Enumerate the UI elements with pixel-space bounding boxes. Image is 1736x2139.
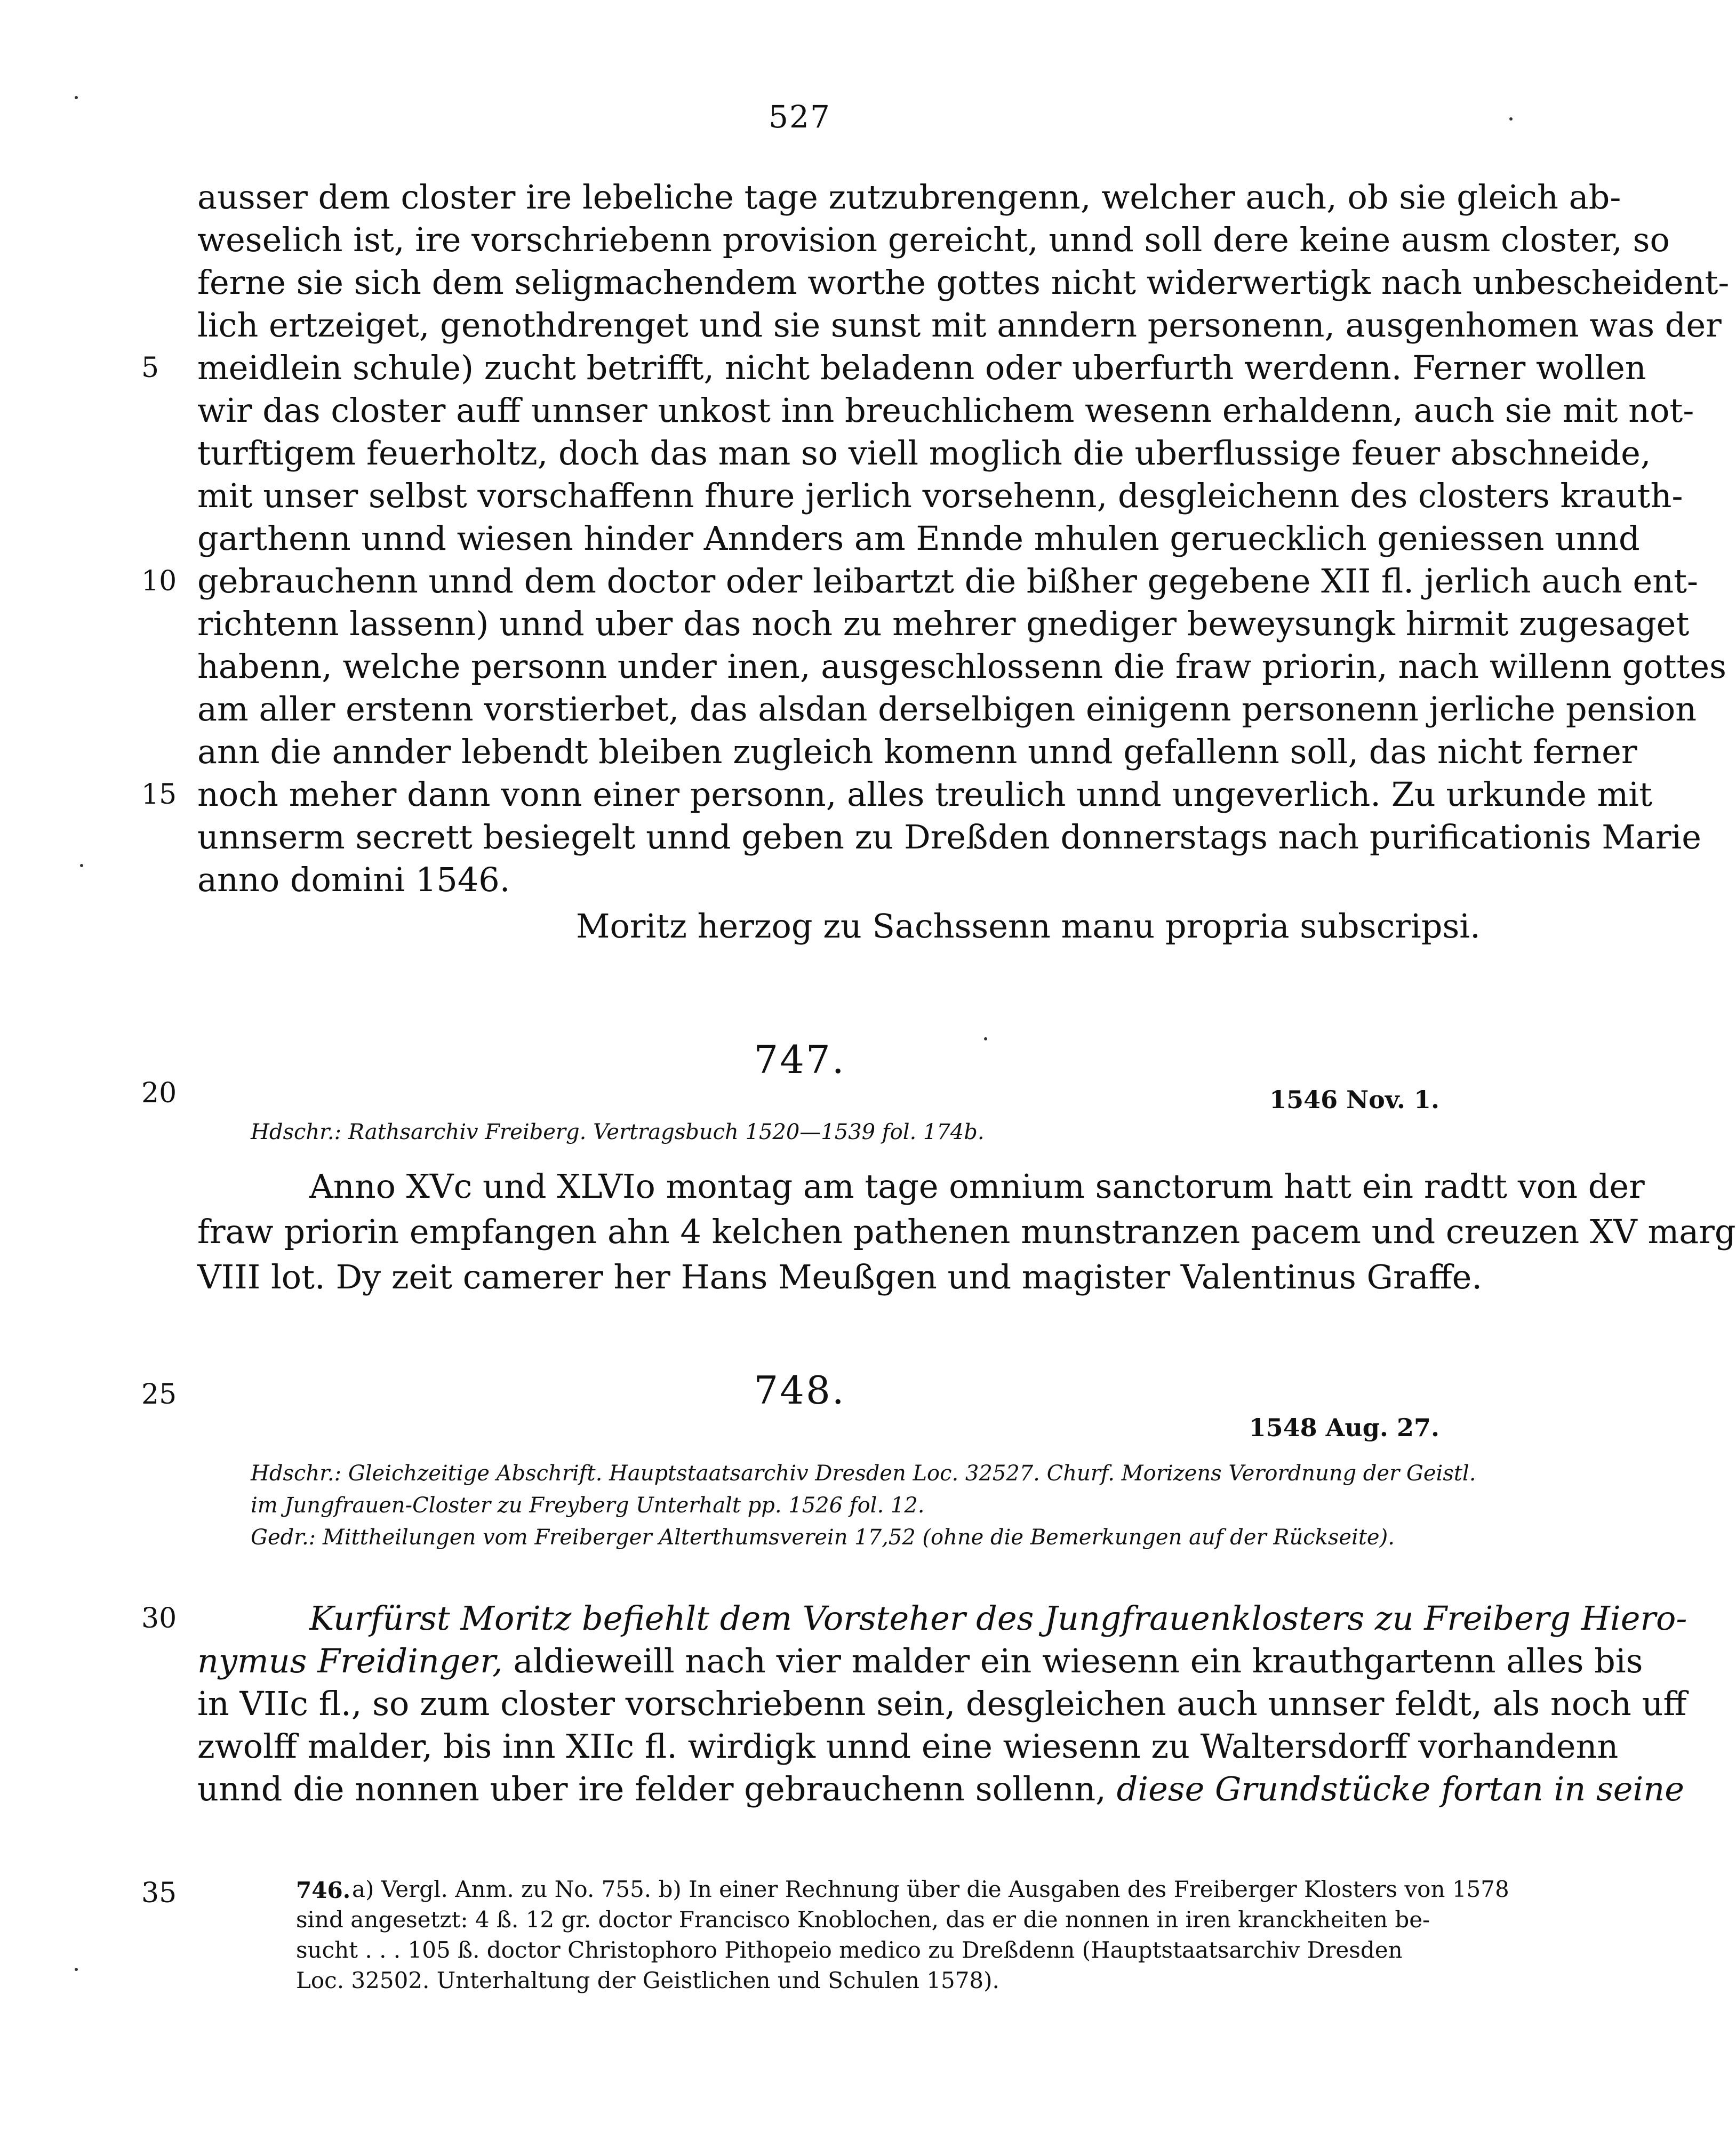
footnote-line: sind angesetzt: 4 ß. 12 gr. doctor Francisco Knoblochen, das er die nonnen in iren kranckheiten be- [296, 1906, 1430, 1933]
text-line: habenn, welche personn under inen, ausgeschlossenn die fraw priorin, nach willenn gottes [197, 647, 1726, 686]
text-line: lich ertzeiget, genothdrenget und sie sunst mit anndern personenn, ausgenhomen was der [197, 306, 1722, 345]
scan-speck [1509, 117, 1513, 121]
line-number: 25 [141, 1379, 177, 1411]
entry-date: 1548 Aug. 27. [1249, 1413, 1439, 1442]
text-line: garthenn unnd wiesen hinder Annders am Ennde mhulen geruecklich geniessen unnd [197, 519, 1640, 558]
source-note: Hdschr.: Gleichzeitige Abschrift. Hauptstaatsarchiv Dresden Loc. 32527. Churf. Morizens Verordnung der Geistl. [251, 1461, 1476, 1486]
text-line: in VIIc fl., so zum closter vorschriebenn sein, desgleichen auch unnser feldt, als noch uff [197, 1684, 1687, 1723]
scan-speck [984, 1037, 987, 1040]
text-line: fraw priorin empfangen ahn 4 kelchen pathenen munstranzen pacem und creuzen XV marg [197, 1212, 1736, 1251]
text-line: richtenn lassenn) unnd uber das noch zu mehrer gnediger beweysungk hirmit zugesaget [197, 604, 1690, 643]
text-line: ausser dem closter ire lebeliche tage zutzubrengenn, welcher auch, ob sie gleich ab- [197, 178, 1621, 217]
text-line: ann die annder lebendt bleiben zugleich komenn unnd gefallenn soll, das nicht ferner [197, 732, 1637, 771]
text-span: unnd die nonnen uber ire felder gebrauchenn sollenn, [197, 1769, 1106, 1808]
text-line: Anno XVc und XLVIo montag am tage omnium sanctorum hatt ein radtt von der [309, 1167, 1645, 1206]
footnote-line: a) Vergl. Anm. zu No. 755. b) In einer Rechnung über die Ausgaben des Freiberger Klosters von 1578 [352, 1876, 1509, 1902]
text-span: aldieweill nach vier malder ein wiesenn ein krauthgartenn alles bis [513, 1641, 1643, 1680]
source-note: im Jungfrauen-Closter zu Freyberg Unterhalt pp. 1526 fol. 12. [251, 1493, 925, 1518]
scan-speck [80, 864, 83, 867]
text-line [197, 1768, 1684, 1810]
source-note: Hdschr.: Rathsarchiv Freiberg. Vertragsbuch 1520—1539 fol. 174b. [251, 1120, 985, 1144]
line-number: 35 [141, 1877, 177, 1909]
entry-date: 1546 Nov. 1. [1269, 1085, 1439, 1114]
text-line: Kurfürst Moritz befiehlt dem Vorsteher des Jungfrauenklosters zu Freiberg Hiero- [309, 1599, 1687, 1638]
text-line: anno domini 1546. [197, 860, 510, 899]
text-line: weselich ist, ire vorschriebenn provision gereicht, unnd soll dere keine ausm closter, so [197, 220, 1670, 259]
footnote-line: sucht . . . 105 ß. doctor Christophoro Pithopeio medico zu Dreßdenn (Hauptstaatsarchiv Dresden [296, 1937, 1403, 1963]
text-line [197, 1640, 1643, 1683]
line-number: 5 [141, 352, 159, 384]
text-line: gebrauchenn unnd dem doctor oder leibartzt die bißher gegebene XII fl. jerlich auch ent- [197, 562, 1699, 600]
text-line: wir das closter auff unnser unkost inn breuchlichem wesenn erhaldenn, auch sie mit not- [197, 391, 1694, 430]
source-note: Gedr.: Mittheilungen vom Freiberger Alterthumsverein 17,52 (ohne die Bemerkungen auf der Rückseite). [251, 1525, 1395, 1550]
person-name: nymus Freidinger, [197, 1641, 503, 1680]
line-number: 10 [141, 565, 177, 597]
text-line: VIII lot. Dy zeit camerer her Hans Meußgen und magister Valentinus Graffe. [197, 1257, 1483, 1296]
text-span-italic: diese Grundstücke fortan in seine [1116, 1769, 1684, 1808]
line-number: 30 [141, 1603, 177, 1635]
footnote-line: Loc. 32502. Unterhaltung der Geistlichen und Schulen 1578). [296, 1967, 999, 1993]
text-line: ferne sie sich dem seligmachendem worthe gottes nicht widerwertigk nach unbescheident- [197, 263, 1730, 302]
line-number: 15 [141, 779, 177, 811]
text-line: zwolff malder, bis inn XIIc fl. wirdigk unnd eine wiesenn zu Waltersdorff vorhandenn [197, 1727, 1619, 1766]
text-line: mit unser selbst vorschaffenn fhure jerlich vorsehenn, desgleichenn des closters krauth- [197, 476, 1683, 515]
scan-speck [75, 96, 78, 99]
entry-number: 748. [754, 1368, 846, 1413]
text-line: noch meher dann vonn einer personn, alles treulich unnd ungeverlich. Zu urkunde mit [197, 775, 1653, 814]
scan-speck [75, 1968, 78, 1971]
line-number: 20 [141, 1077, 177, 1109]
footnote-label: 746. [296, 1877, 351, 1903]
signature: Moritz herzog zu Sachssenn manu propria subscripsi. [576, 907, 1481, 946]
text-line: turftigem feuerholtz, doch das man so viell moglich die uberflussige feuer abschneide, [197, 434, 1651, 472]
page-number: 527 [769, 99, 831, 135]
text-line: unnserm secrett besiegelt unnd geben zu Dreßden donnerstags nach purificationis Marie [197, 818, 1701, 856]
text-line: meidlein schule) zucht betrifft, nicht beladenn oder uberfurth werdenn. Ferner wollen [197, 348, 1646, 387]
entry-number: 747. [754, 1037, 846, 1082]
text-line: am aller erstenn vorstierbet, das alsdan derselbigen einigenn personenn jerliche pension [197, 690, 1697, 728]
